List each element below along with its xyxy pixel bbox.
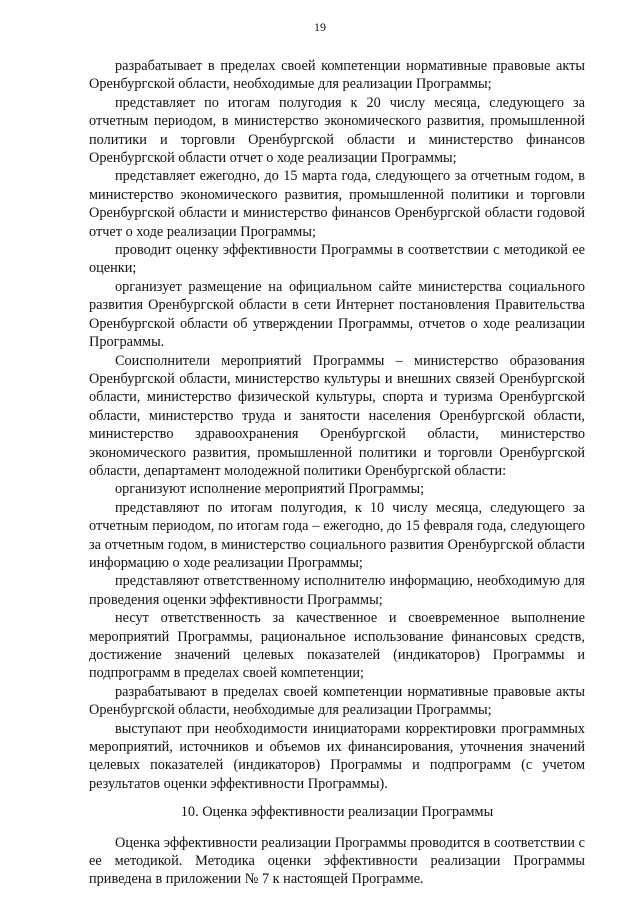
section-heading: 10. Оценка эффективности реализации Программы: [180, 804, 494, 821]
paragraph: разрабатывает в пределах своей компетенции нормативные правовые акты Оренбургской области, необходимые для реализации Программы;: [89, 58, 585, 93]
paragraph: Оценка эффективности реализации Программы проводится в соответствии с ее методикой. Методика оценки эффективности реализации Программы приведена в приложении № 7 к настоящей Программе.: [89, 834, 585, 888]
paragraph: несут ответственность за качественное и своевременное выполнение мероприятий Программы, рациональное использование финансовых средств, достижение значений целевых показателей (индикаторов) Программы и подпрограмм в пределах своей компетенции;: [89, 610, 585, 682]
paragraph: представляет по итогам полугодия к 20 числу месяца, следующего за отчетным периодом, в министерство экономического развития, промышленной политики и торговли Оренбургской области и министерство финансов Оренбургской области отчет о ходе реализации Программы;: [89, 94, 585, 167]
paragraph: выступают при необходимости инициаторами корректировки программных мероприятий, источников и объемов их финансирования, уточнения значений целевых показателей (индикаторов) Программы и подпрограмм (с учетом результатов оценки эффективности Программы).: [89, 720, 585, 792]
paragraph: представляет ежегодно, до 15 марта года, следующего за отчетным годом, в министерство экономического развития, промышленной политики и торговли Оренбургской области и министерство финансов Оренбургской области годовой отчет о ходе реализации Программы;: [89, 168, 585, 240]
paragraph: организует размещение на официальном сайте министерства социального развития Оренбургской области в сети Интернет постановления Правительства Оренбургской области об утверждении Программы, отчетов о ходе реализации Программы.: [89, 278, 585, 351]
page-number: 19: [314, 20, 326, 34]
paragraph: представляют ответственному исполнителю информацию, необходимую для проведения оценки эффективности Программы;: [89, 573, 585, 608]
paragraph: представляют по итогам полугодия, к 10 числу месяца, следующего за отчетным периодом, по итогам года – ежегодно, до 15 февраля года, следующего за отчетным годом, в министерство социального развития Оренбургской области информацию о ходе реализации Программы;: [89, 499, 585, 571]
paragraph: организуют исполнение мероприятий Программы;: [115, 481, 425, 498]
paragraph: проводит оценку эффективности Программы в соответствии с методикой ее оценки;: [89, 242, 585, 277]
paragraph: Соисполнители мероприятий Программы – министерство образования Оренбургской области, министерство культуры и внешних связей Оренбургской области, министерство физической культуры, спорта и туризма Оренбургской области, министерство труда и занятости населения Оренбургской области, министерство здравоохранения Оренбургской области, министерство экономического развития, промышленной политики и торговли Оренбургской области, департамент молодежной политики Оренбургской области:: [89, 352, 585, 479]
paragraph: разрабатывают в пределах своей компетенции нормативные правовые акты Оренбургской области, необходимые для реализации Программы;: [89, 683, 585, 719]
document-body: [89, 57, 585, 889]
